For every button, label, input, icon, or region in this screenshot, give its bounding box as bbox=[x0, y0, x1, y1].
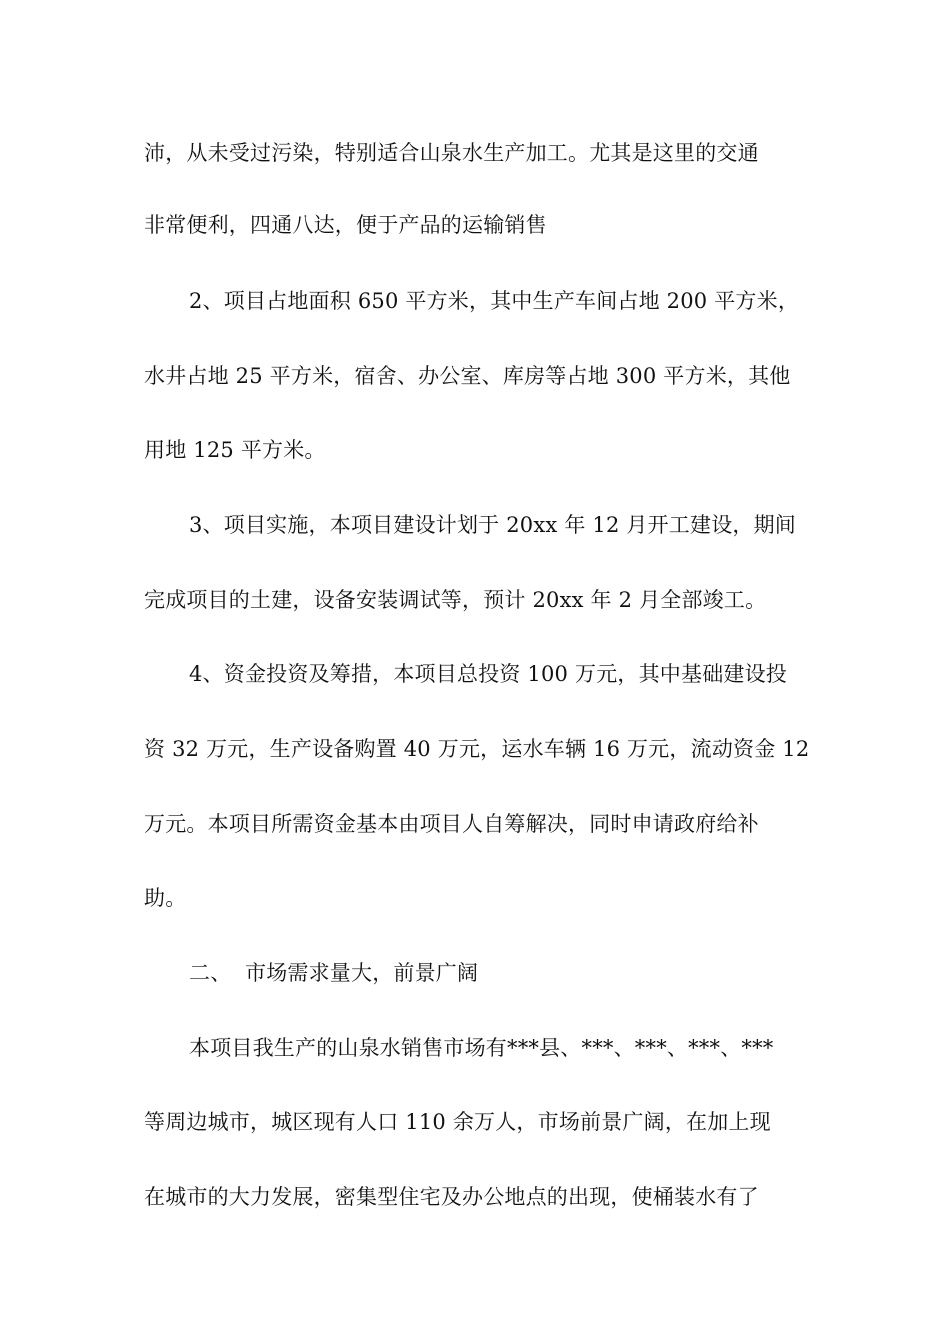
section-heading-title: 市场需求量大，前景广阔 bbox=[245, 961, 479, 985]
paragraph-line: 万元。本项目所需资金基本由项目人自筹解决，同时申请政府给补 bbox=[144, 812, 759, 836]
paragraph-line: 本项目我生产的山泉水销售市场有***县、***、***、***、*** bbox=[189, 1036, 774, 1060]
paragraph-line: 等周边城市，城区现有人口 110 余万人，市场前景广阔，在加上现 bbox=[144, 1110, 771, 1134]
paragraph-line: 非常便利，四通八达，便于产品的运输销售 bbox=[144, 213, 547, 237]
paragraph-line: 水井占地 25 平方米，宿舍、办公室、库房等占地 300 平方米，其他 bbox=[144, 364, 791, 388]
section-heading-number: 二、 bbox=[189, 961, 232, 985]
paragraph-line: 用地 125 平方米。 bbox=[144, 438, 326, 462]
paragraph-line: 3、项目实施，本项目建设计划于 20xx 年 12 月开工建设，期间 bbox=[189, 513, 796, 537]
paragraph-line: 完成项目的土建，设备安装调试等，预计 20xx 年 2 月全部竣工。 bbox=[144, 588, 767, 612]
paragraph-line: 资 32 万元，生产设备购置 40 万元，运水车辆 16 万元，流动资金 12 bbox=[144, 737, 810, 761]
paragraph-line: 沛，从未受过污染，特别适合山泉水生产加工。尤其是这里的交通 bbox=[144, 141, 759, 165]
paragraph-line: 4、资金投资及筹措，本项目总投资 100 万元，其中基础建设投 bbox=[189, 662, 787, 686]
paragraph-line: 在城市的大力发展，密集型住宅及办公地点的出现，使桶装水有了 bbox=[144, 1185, 759, 1209]
paragraph-line: 2、项目占地面积 650 平方米，其中生产车间占地 200 平方米， bbox=[189, 289, 800, 313]
paragraph-line: 助。 bbox=[144, 886, 187, 910]
